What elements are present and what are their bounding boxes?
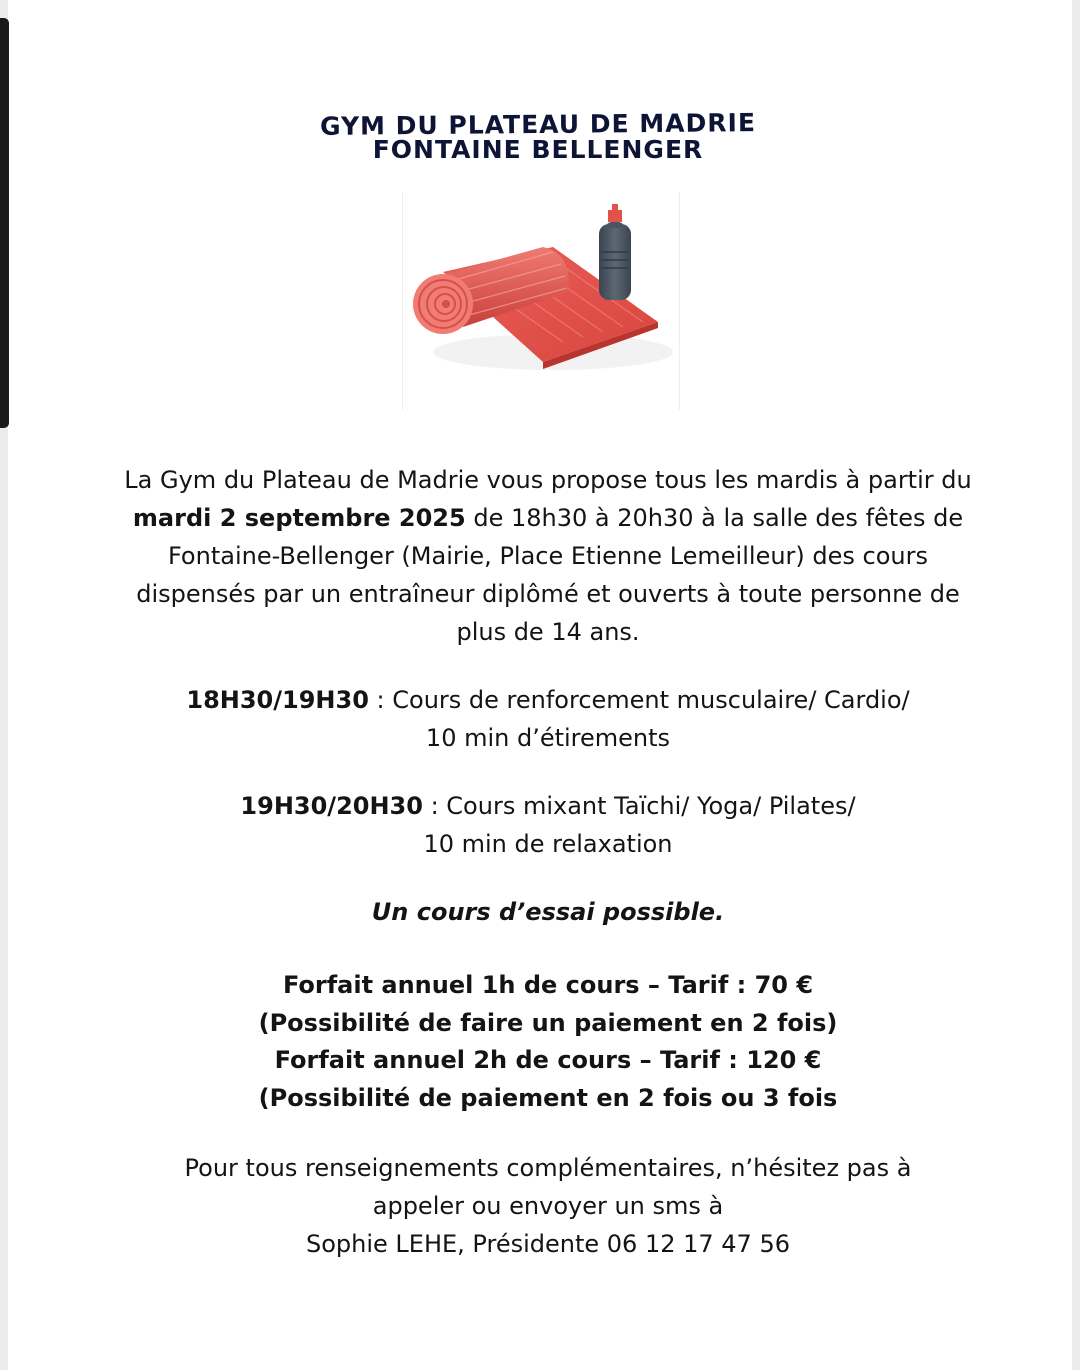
schedule-item	[108, 681, 988, 757]
intro-text-1: La Gym du Plateau de Madrie vous propose tous les mardis à partir du	[124, 466, 972, 494]
schedule-time: 18H30/19H30	[186, 686, 369, 714]
title-line-2: FONTAINE BELLENGER	[372, 135, 704, 164]
schedule-desc: : Cours de renforcement musculaire/ Cardio/	[368, 686, 910, 714]
water-bottle-icon	[599, 204, 631, 300]
page-title	[278, 108, 798, 164]
schedule-desc-2: 10 min d’étirements	[425, 724, 671, 752]
contact-line-3: Sophie LEHE, Présidente 06 12 17 47 56	[306, 1230, 790, 1258]
schedule-desc: : Cours mixant Taïchi/ Yoga/ Pilates/	[422, 792, 856, 820]
scroll-edge-handle[interactable]	[0, 18, 9, 428]
pricing-line: (Possibilité de paiement en 2 fois ou 3 fois	[258, 1083, 838, 1112]
schedule-item	[108, 787, 988, 863]
document-page	[8, 0, 1072, 1370]
trial-note: Un cours d’essai possible.	[371, 898, 725, 926]
title-line-1: GYM DU PLATEAU DE MADRIE	[319, 108, 757, 141]
pricing-line: (Possibilité de faire un paiement en 2 fois)	[258, 1008, 838, 1037]
schedule-time: 19H30/20H30	[240, 792, 423, 820]
pricing-block	[108, 967, 988, 1117]
pricing-line: Forfait annuel 2h de cours – Tarif : 120 €	[274, 1046, 822, 1074]
start-date: mardi 2 septembre 2025	[132, 504, 466, 532]
contact-info	[108, 1149, 988, 1263]
pricing-line: Forfait annuel 1h de cours – Tarif : 70 €	[282, 971, 814, 999]
yoga-mat-illustration	[402, 192, 680, 410]
schedule-desc-2: 10 min de relaxation	[423, 830, 673, 858]
contact-line-1: Pour tous renseignements complémentaires, n’hésitez pas à	[184, 1154, 912, 1182]
intro-paragraph	[108, 461, 988, 651]
contact-line-2: appeler ou envoyer un sms à	[372, 1192, 724, 1220]
flyer-content	[108, 461, 988, 1263]
intro-text-2: de 18h30 à 20h30 à la salle des fêtes de Fontaine-Bellenger (Mairie, Place Etienne Lemeilleur) des cours dispensés par un entraîneur diplômé et ouverts à toute personne de plus de 14 ans.	[136, 504, 964, 646]
yoga-mat-icon	[403, 192, 679, 410]
